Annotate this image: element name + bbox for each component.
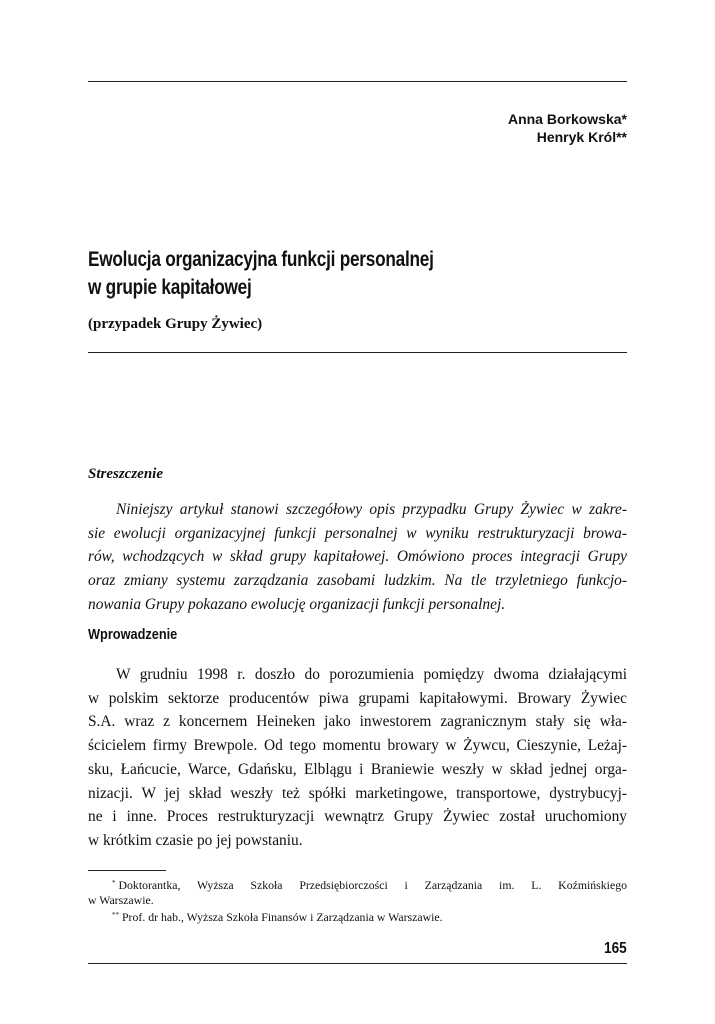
footnote-text: Prof. dr hab., Wyższa Szkoła Finansów i Zarządzania w Warszawie. xyxy=(122,910,443,924)
author-name: Anna Borkowska* xyxy=(507,111,627,127)
footnote-1-continued: w Warszawie. xyxy=(88,893,154,907)
intro-line: W grudniu 1998 r. doszło do porozumienia pomiędzy dwoma działającymi xyxy=(116,666,627,683)
top-rule xyxy=(88,81,627,82)
footnote-rule xyxy=(88,870,166,871)
abstract-heading: Streszczenie xyxy=(88,466,163,482)
author-name: Henryk Król** xyxy=(536,129,627,145)
authors xyxy=(508,110,627,146)
article-title xyxy=(88,246,530,302)
title-line: w grupie kapitałowej xyxy=(88,276,252,299)
intro-line: ne i inne. Proces restrukturyzacji wewnątrz Grupy Żywiec został uruchomiony xyxy=(88,808,627,826)
footnotes xyxy=(88,876,627,925)
intro-text xyxy=(88,663,627,853)
footnote-mark: * xyxy=(112,879,116,887)
section-heading: Wprowadzenie xyxy=(88,626,178,643)
abstract-line: Niniejszy artykuł stanowi szczegółowy opis przypadku Grupy Żywiec w zakre- xyxy=(116,501,627,518)
title-rule xyxy=(88,352,627,353)
article-subtitle: (przypadek Grupy Żywiec) xyxy=(88,316,263,332)
intro-line: nizacji. W jej skład weszły też spółki marketingowe, transportowe, dystrybucyj- xyxy=(88,784,627,802)
intro-line: w polskim sektorze producentów piwa grupami kapitałowymi. Browary Żywiec xyxy=(88,689,627,707)
intro-line: S.A. wraz z koncernem Heineken jako inwestorem zagranicznym stały się wła- xyxy=(88,713,627,731)
page-number: 165 xyxy=(604,940,627,957)
intro-line: ścicielem firmy Brewpole. Od tego momentu browary w Żywcu, Cieszynie, Leżaj- xyxy=(88,737,627,755)
bottom-rule xyxy=(88,963,627,964)
abstract-line: nowania Grupy pokazano ewolucję organizacji funkcji personalnej. xyxy=(88,595,506,613)
intro-line: w krótkim czasie po jej powstaniu. xyxy=(88,831,303,849)
abstract-line: sie ewolucji organizacyjnej funkcji personalnej w wyniku restrukturyzacji browa- xyxy=(88,524,627,542)
footnote-mark: ** xyxy=(112,911,119,919)
abstract-text xyxy=(88,498,627,617)
footnote-text: Doktorantka, Wyższa Szkoła Przedsiębiorczości i Zarządzania im. L. Koźmińskiego xyxy=(118,878,627,892)
footnote-2 xyxy=(88,908,627,925)
intro-line: sku, Łańcucie, Warce, Gdańsku, Elblągu i Braniewie weszły w skład jednej orga- xyxy=(88,760,627,778)
abstract-line: rów, wchodzących w skład grupy kapitałowej. Omówiono proces integracji Grupy xyxy=(88,548,627,566)
title-line: Ewolucja organizacyjna funkcji personalnej xyxy=(88,248,434,271)
abstract-line: oraz zmiany systemu zarządzania zasobami ludzkim. Na tle trzyletniego funkcjo- xyxy=(88,572,627,590)
footnote-1 xyxy=(88,876,627,893)
